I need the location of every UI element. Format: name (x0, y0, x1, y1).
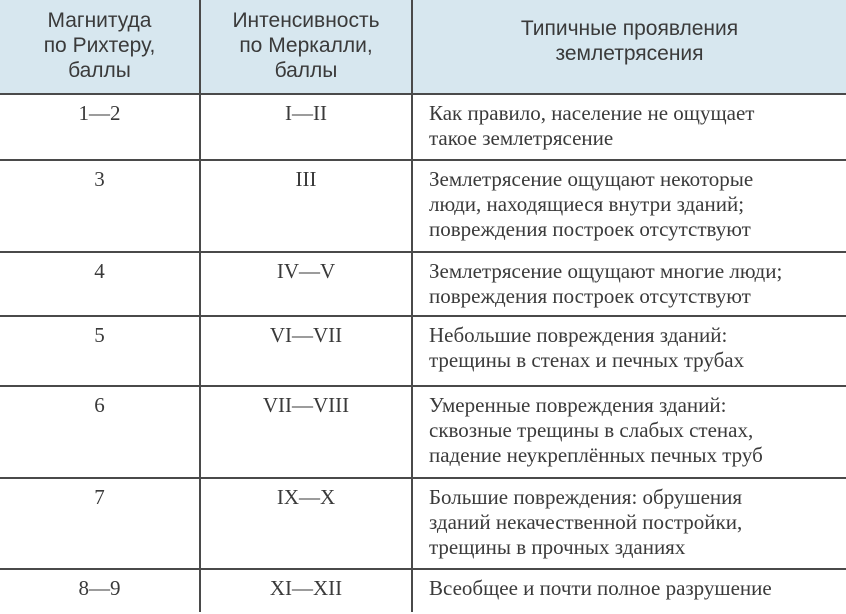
effects-line: трещины в стенах и печных трубах (429, 348, 745, 372)
header-effects (412, 0, 846, 94)
table-row (0, 94, 846, 160)
table-row (0, 569, 846, 612)
effects-line: Умеренные повреждения зданий: (429, 393, 727, 417)
magnitude-cell: 8—9 (0, 569, 200, 612)
effects-cell (412, 478, 846, 569)
table-header-row (0, 0, 846, 94)
header-text: баллы (274, 59, 338, 82)
magnitude-cell: 3 (0, 160, 200, 252)
intensity-cell: VI—VII (200, 316, 412, 386)
effects-cell (412, 94, 846, 160)
intensity-cell: IX—X (200, 478, 412, 569)
effects-line: Землетрясение ощущают некоторые (429, 167, 754, 191)
header-intensity (200, 0, 412, 94)
table-row (0, 252, 846, 316)
intensity-cell: XI—XII (200, 569, 412, 612)
intensity-cell: I—II (200, 94, 412, 160)
effects-line: такое землетрясение (429, 126, 614, 150)
table-row (0, 478, 846, 569)
header-text: баллы (68, 59, 131, 82)
magnitude-cell: 4 (0, 252, 200, 316)
effects-line: Как правило, население не ощущает (429, 101, 755, 125)
header-magnitude (0, 0, 200, 94)
intensity-cell: VII—VIII (200, 386, 412, 478)
magnitude-cell: 7 (0, 478, 200, 569)
effects-line: зданий некачественной постройки, (429, 510, 743, 534)
table-row (0, 316, 846, 386)
magnitude-cell: 1—2 (0, 94, 200, 160)
table-row (0, 160, 846, 252)
effects-line: Небольшие повреждения зданий: (429, 323, 728, 347)
intensity-cell: III (200, 160, 412, 252)
effects-line: Большие повреждения: обрушения (429, 485, 743, 509)
effects-cell (412, 160, 846, 252)
effects-line: падение неукреплённых печных труб (429, 443, 763, 467)
table-row (0, 386, 846, 478)
header-text: Интенсивность (232, 9, 380, 32)
effects-line: Всеобщее и почти полное разрушение (429, 576, 772, 600)
effects-line: трещины в прочных зданиях (429, 535, 686, 559)
header-text: Типичные проявления (520, 17, 739, 40)
effects-cell (412, 569, 846, 612)
intensity-cell: IV—V (200, 252, 412, 316)
header-text: по Меркалли, (239, 34, 373, 57)
effects-line: люди, находящиеся внутри зданий; (429, 192, 745, 216)
header-text: землетрясения (555, 42, 704, 65)
header-text: по Рихтеру, (43, 34, 156, 57)
header-text: Магнитуда (47, 9, 152, 32)
effects-line: Землетрясение ощущают многие люди; (429, 259, 783, 283)
effects-line: повреждения построек отсутствуют (429, 217, 751, 241)
effects-cell (412, 386, 846, 478)
effects-cell (412, 316, 846, 386)
magnitude-cell: 5 (0, 316, 200, 386)
effects-line: сквозные трещины в слабых стенах, (429, 418, 754, 442)
effects-cell (412, 252, 846, 316)
effects-line: повреждения построек отсутствуют (429, 284, 751, 308)
magnitude-cell: 6 (0, 386, 200, 478)
